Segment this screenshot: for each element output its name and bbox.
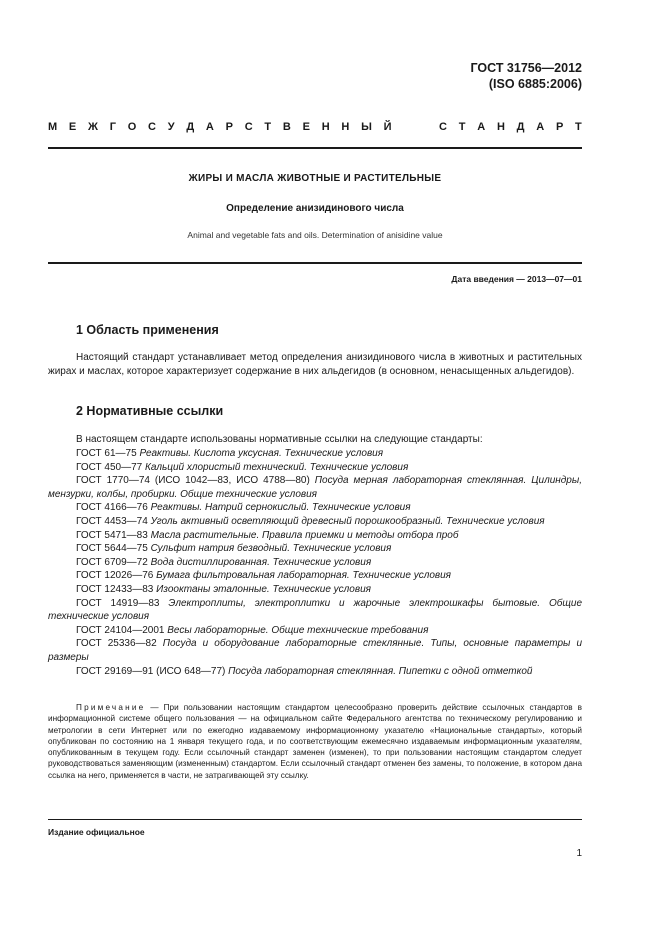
footer-rule	[48, 819, 582, 820]
references-intro: В настоящем стандарте использованы нормативные ссылки на следующие стандарты:	[76, 434, 483, 445]
reference-title: Посуда и оборудование лабораторные стеклянные. Типы, основные параметры и размеры	[48, 638, 583, 663]
reference-code: ГОСТ 24104—2001	[76, 624, 165, 636]
iso-code: (ISO 6885:2006)	[488, 77, 582, 91]
reference-title: Изооктаны эталонные. Технические условия	[156, 583, 371, 595]
banner-letter: Т	[264, 121, 272, 133]
reference-item	[48, 501, 582, 515]
banner-letter: Н	[321, 121, 330, 133]
banner-letter: А	[477, 121, 486, 133]
reference-code: ГОСТ 25336—82	[76, 638, 157, 650]
document-title: ЖИРЫ И МАСЛА ЖИВОТНЫЕ И РАСТИТЕЛЬНЫЕ	[188, 173, 442, 184]
reference-title: Масла растительные. Правила приемки и методы отбора проб	[150, 529, 459, 541]
reference-item	[48, 461, 582, 475]
reference-list	[48, 447, 582, 678]
banner-letter: Е	[68, 121, 77, 133]
section-2-heading: 2 Нормативные ссылки	[76, 404, 224, 418]
banner-letter: Т	[458, 121, 466, 133]
title-rule	[48, 262, 582, 264]
banner-letter: С	[148, 121, 156, 133]
reference-code: ГОСТ 4453—74	[76, 515, 148, 527]
reference-item	[48, 529, 582, 543]
banner-letter: Ы	[361, 121, 372, 133]
reference-item	[48, 447, 582, 461]
interstate-standard-banner	[48, 121, 582, 133]
reference-item	[48, 474, 582, 501]
reference-title: Весы лабораторные. Общие технические требования	[167, 624, 429, 636]
reference-title: Бумага фильтровальная лабораторная. Технические условия	[156, 570, 452, 582]
reference-code: ГОСТ 5471—83	[76, 529, 148, 541]
banner-letter: Й	[383, 121, 392, 133]
banner-letter: Г	[109, 121, 116, 133]
reference-code: ГОСТ 450—77	[76, 461, 143, 473]
note	[48, 702, 582, 781]
reference-item	[48, 624, 582, 638]
banner-letter: Р	[555, 121, 564, 133]
section-2-intro	[48, 433, 582, 447]
reference-item	[48, 583, 582, 597]
banner-letter: Н	[341, 121, 350, 133]
reference-item	[48, 665, 582, 679]
banner-letter: Д	[186, 121, 195, 133]
note-label: Примечание	[76, 703, 146, 712]
reference-item	[48, 569, 582, 583]
note-paragraph	[48, 702, 582, 781]
banner-letter: С	[439, 121, 447, 133]
reference-code: ГОСТ 29169—91 (ИСО 648—77)	[76, 665, 226, 677]
official-edition-label: Издание официальное	[48, 827, 145, 837]
section-1-heading: 1 Область применения	[76, 323, 219, 337]
reference-title: Посуда лабораторная стеклянная. Пипетки с одной отметкой	[228, 665, 533, 677]
page-number: 1	[576, 848, 582, 859]
reference-code: ГОСТ 14919—83	[76, 597, 160, 609]
reference-title: Сульфит натрия безводный. Технические условия	[150, 543, 392, 555]
gost-code: ГОСТ 31756—2012	[470, 61, 582, 75]
reference-title: Вода дистиллированная. Технические условия	[150, 556, 372, 568]
note-text: — При пользовании настоящим стандартом целесообразно проверить действие ссылочных стандартов в информационной системе общего пользования — на официальном сайте Федерального агентства по техническому регулированию и метрологии в сети Интернет или по ежегодно издаваемому информационному указателю «Национальные стандарты», который опубликован по состоянию на 1 января текущего года, и по соответствующим ежемесячно издаваемым информационным указателям, опубликованным в текущем году. Если ссылочный стандарт заменен (изменен), то при пользовании настоящим стандартом следует руководствоваться заменяющим (измененным) стандартом. Если ссылочный стандарт отменен без замены, то положение, в котором дана ссылка на него, применяется в части, не затрагивающей эту ссылку.	[48, 703, 582, 780]
reference-code: ГОСТ 12433—83	[76, 583, 154, 595]
banner-word-gap	[403, 121, 427, 133]
document-subtitle: Определение анизидинового числа	[226, 203, 404, 214]
reference-code: ГОСТ 12026—76	[76, 570, 154, 582]
banner-letter: У	[167, 121, 175, 133]
banner-letter: С	[244, 121, 253, 133]
reference-title: Кальций хлористый технический. Технические условия	[145, 461, 409, 473]
reference-item	[48, 515, 582, 529]
reference-title: Реактивы. Кислота уксусная. Технические условия	[139, 448, 384, 459]
reference-title: Электроплиты, электроплитки и жарочные электрошкафы бытовые. Общие технические условия	[48, 597, 582, 623]
banner-letter: А	[536, 121, 545, 133]
reference-code: ГОСТ 1770—74 (ИСО 1042—83, ИСО 4788—80)	[76, 475, 310, 487]
banner-letter: А	[205, 121, 214, 133]
banner-letter: Е	[302, 121, 310, 133]
banner-letter: Ж	[88, 121, 98, 133]
english-title: Animal and vegetable fats and oils. Determination of anisidine value	[187, 230, 443, 240]
reference-item	[48, 556, 582, 570]
banner-letter: О	[127, 121, 137, 133]
introduction-date: Дата введения — 2013—07—01	[451, 274, 582, 284]
scope-paragraph: Настоящий стандарт устанавливает метод определения анизидинового числа в животных и растительных жирах и маслах, которое характеризует содержание в них альдегидов (в основном, ненасыщенных альдегидов).	[48, 352, 582, 377]
banner-letter: Н	[496, 121, 505, 133]
reference-item	[48, 597, 582, 624]
reference-code: ГОСТ 4166—76	[76, 502, 148, 514]
standard-designation	[470, 60, 582, 92]
reference-title: Посуда мерная лабораторная стеклянная. Цилиндры, мензурки, колбы, пробирки. Общие технические условия	[48, 475, 582, 500]
reference-code: ГОСТ 5644—75	[76, 543, 148, 555]
reference-item	[48, 542, 582, 556]
banner-letter: В	[282, 121, 291, 133]
reference-title: Реактивы. Натрий сернокислый. Технические условия	[150, 502, 411, 514]
reference-title: Уголь активный осветляющий древесный порошкообразный. Технические условия	[150, 515, 545, 527]
banner-letter: М	[48, 121, 58, 133]
reference-code: ГОСТ 61—75	[76, 448, 137, 459]
section-1-text	[48, 351, 582, 378]
reference-item	[48, 637, 582, 664]
banner-letter: Д	[516, 121, 525, 133]
banner-letter: Т	[575, 121, 582, 133]
reference-code: ГОСТ 6709—72	[76, 556, 148, 568]
banner-letter: Р	[225, 121, 233, 133]
top-rule	[48, 147, 582, 149]
